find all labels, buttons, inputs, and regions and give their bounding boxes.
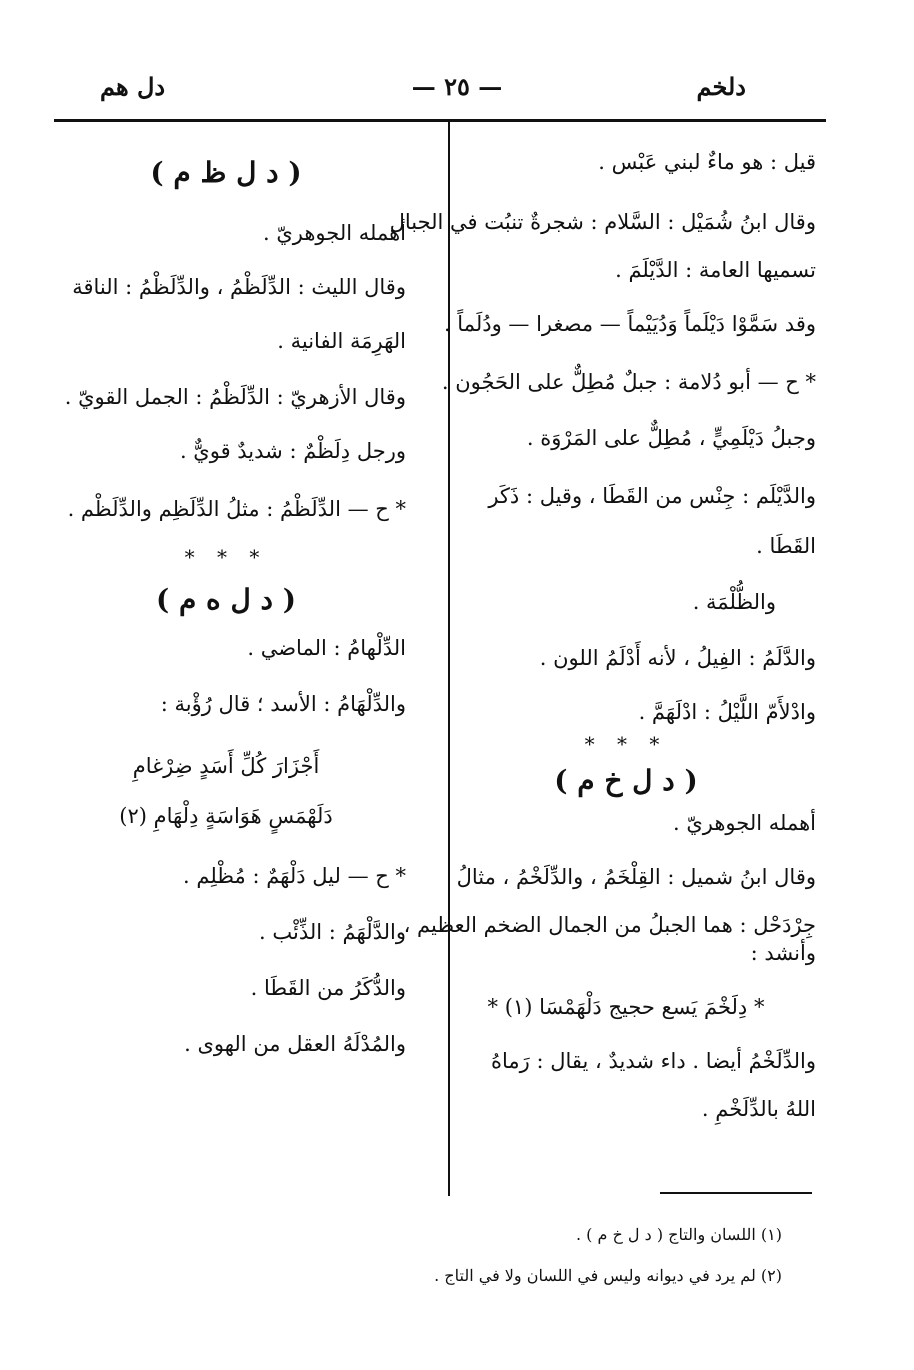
text-line: الهَرِمَة الفانية . <box>277 329 406 353</box>
text-line: والمُدْلَهُ العقل من الهوى . <box>184 1032 406 1056</box>
page-number: — ٢٥ — <box>411 72 503 101</box>
footnote-2: (٢) لم يرد في ديوانه وليس في اللسان ولا في التاج . <box>434 1266 782 1285</box>
text-line: وجبلُ دَيْلَمِيٍّ ، مُطِلٌّ على المَرْوَة . <box>526 426 816 450</box>
entry-heading-dlzm: ( د ل ظ م ) <box>150 156 302 189</box>
text-line: والدَّلَمُ : الفِيلُ ، لأنه أَدْلَمُ اللون . <box>539 646 816 670</box>
section-separator: * * * <box>184 545 268 569</box>
text-line: والدَّلْهَمُ : الذِّئْب . <box>259 920 406 944</box>
text-line: أهمله الجوهريّ . <box>672 811 816 835</box>
text-line: وقال الأزهريّ : الدِّلَظْمُ : الجمل القويّ . <box>64 385 406 409</box>
text-line: * ح — ليل دَلْهَمٌ : مُظْلِم . <box>183 864 406 888</box>
text-line: ورجل دِلَظْمٌ : شديدٌ قويٌّ . <box>179 439 406 463</box>
text-line: وقال الليث : الدِّلَظْمُ ، والدِّلَظْمُ : الناقة <box>72 275 406 299</box>
text-line: والدِّلْهَامُ : الأسد ؛ قال رُؤْبة : <box>160 692 406 716</box>
running-header-left: دل هم <box>100 72 166 101</box>
section-heading: ( د ل خ م ) <box>554 764 698 797</box>
text-line: أهمله الجوهريّ . <box>262 221 406 245</box>
text-line: * ح — الدِّلَظْمُ : مثلُ الدِّلَظِم والدِّلَظْم . <box>67 497 406 521</box>
text-line: وقد سَمَّوْا دَيْلَماً وَدُيَيْماً — مصغرا — ودُلَماً . <box>443 312 816 336</box>
text-line: وأنشد : <box>750 941 816 965</box>
text-line: * ح — أبو دُلامة : جبلٌ مُطِلٌّ على الحَجُون . <box>441 370 816 394</box>
entry-heading-dlhm: ( د ل ه م ) <box>155 583 297 616</box>
text-line: تسميها العامة : الدَّيْلَمَ . <box>615 258 816 282</box>
text-line: اللهُ بالدِّلَخْمِ . <box>701 1097 816 1121</box>
verse-line: دَلَهْمَسٍ هَوَاسَةٍ دِلْهَامِ (٢) <box>119 804 333 828</box>
verse-line: أَجْزَارَ كُلِّ أَسَدٍ ضِرْغامِ <box>132 754 320 778</box>
text-line: وقال ابنُ شميل : القِلْخَمُ ، والدِّلَخْمُ ، مثالُ <box>456 865 816 889</box>
footnote-rule <box>660 1192 812 1194</box>
text-line: والدَّيْلَم : جِنْس من القَطَا ، وقيل : ذَكَر <box>488 484 816 508</box>
text-line: والدِّلَخْمُ أيضا . داء شديدٌ ، يقال : رَماهُ <box>490 1049 816 1073</box>
text-line: الدِّلْهامُ : الماضي . <box>247 636 406 660</box>
left-column <box>46 136 406 1058</box>
text-line: القَطَا . <box>756 534 816 558</box>
text-line: وقال ابنُ شُمَيْل : السَّلام : شجرةٌ تنبُت في الجبال <box>389 210 816 234</box>
text-line: وادْلأَمّ اللَّيْلُ : ادْلَهَمَّ . <box>638 700 816 724</box>
text-line: جِرْدَحْل : هما الجبلُ من الجمال الضخم العظيم ، <box>403 913 816 937</box>
right-column <box>389 136 816 1123</box>
header-rule <box>54 119 826 122</box>
text-line: والدُّكَرُ من القَطَا . <box>250 976 406 1000</box>
footnote-1: (١) اللسان والتاج ( د ل خ م ) . <box>575 1225 782 1244</box>
verse-line: * دِلَخْمَ يَسع حجيج دَلْهَمْسَا (١) * <box>487 995 765 1019</box>
section-separator: * * * <box>584 732 668 756</box>
text-line: قيل : هو ماءٌ لبني عَبْس . <box>598 150 816 174</box>
running-header-right: دلخم <box>696 72 746 101</box>
text-line: والظُّلْمَة . <box>692 590 776 614</box>
